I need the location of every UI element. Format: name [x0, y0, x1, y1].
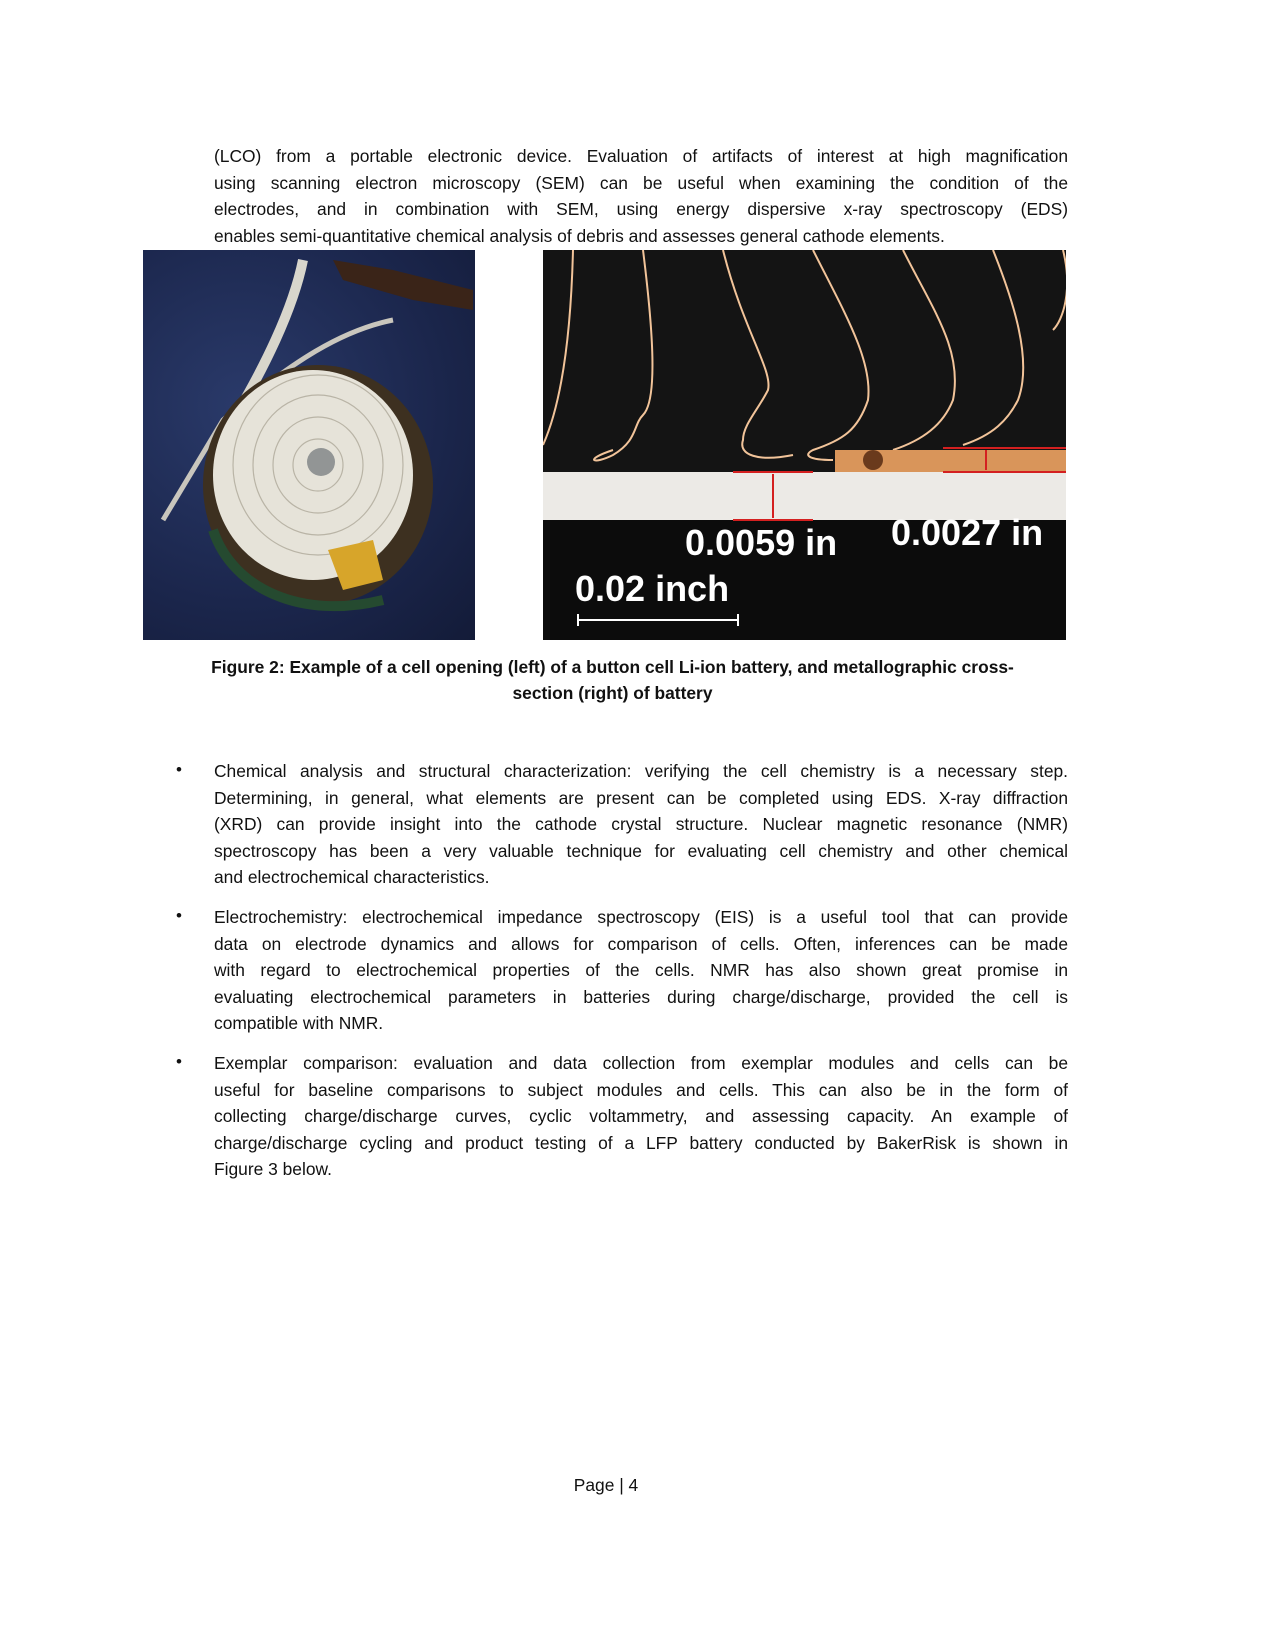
text-line: compatible with NMR.	[214, 1013, 384, 1033]
measurement-label: 0.0027 in	[891, 512, 1044, 553]
text-line: Determining, in general, what elements are present can be completed using EDS. X-ray diffraction	[214, 788, 1068, 808]
page-number: Page | 4	[573, 1475, 639, 1495]
measurement-label: 0.0059 in	[685, 522, 838, 563]
text-line: electrodes, and in combination with SEM, using energy dispersive x-ray spectroscopy (EDS)	[214, 199, 1068, 219]
text-line: Electrochemistry: electrochemical impedance spectroscopy (EIS) is a useful tool that can provide	[214, 907, 1068, 927]
bullet-icon: •	[176, 760, 182, 779]
caption-line: section (right) of battery	[512, 683, 713, 703]
text-line: Figure 3 below.	[214, 1159, 332, 1179]
text-line: (LCO) from a portable electronic device. Evaluation of artifacts of interest at high magnification	[214, 146, 1068, 166]
cross-section-micrograph	[543, 250, 1066, 640]
text-line: using scanning electron microscopy (SEM) can be useful when examining the condition of the	[214, 173, 1068, 193]
text-line: useful for baseline comparisons to subject modules and cells. This can also be in the form of	[214, 1080, 1068, 1100]
bullet-icon: •	[176, 1052, 182, 1071]
text-line: collecting charge/discharge curves, cyclic voltammetry, and assessing capacity. An example of	[214, 1106, 1068, 1126]
text-line: Exemplar comparison: evaluation and data collection from exemplar modules and cells can be	[214, 1053, 1068, 1073]
text-line: Chemical analysis and structural characterization: verifying the cell chemistry is a necessary step.	[214, 761, 1068, 781]
scale-bar-label: 0.02 inch	[575, 568, 730, 609]
text-line: (XRD) can provide insight into the cathode crystal structure. Nuclear magnetic resonance (NMR)	[214, 814, 1068, 834]
text-line: with regard to electrochemical properties of the cells. NMR has also shown great promise in	[214, 960, 1068, 980]
cell-opening-photo	[143, 250, 475, 640]
text-line: and electrochemical characteristics.	[214, 867, 490, 887]
caption-line: Figure 2: Example of a cell opening (left) of a button cell Li-ion battery, and metallographic cross-	[211, 657, 1014, 677]
text-line: enables semi-quantitative chemical analysis of debris and assesses general cathode elements.	[214, 226, 945, 246]
text-line: charge/discharge cycling and product testing of a LFP battery conducted by BakerRisk is shown in	[214, 1133, 1068, 1153]
text-line: spectroscopy has been a very valuable technique for evaluating cell chemistry and other chemical	[214, 841, 1068, 861]
text-line: data on electrode dynamics and allows for comparison of cells. Often, inferences can be made	[214, 934, 1068, 954]
bullet-icon: •	[176, 906, 182, 925]
text-line: evaluating electrochemical parameters in batteries during charge/discharge, provided the cell is	[214, 987, 1068, 1007]
